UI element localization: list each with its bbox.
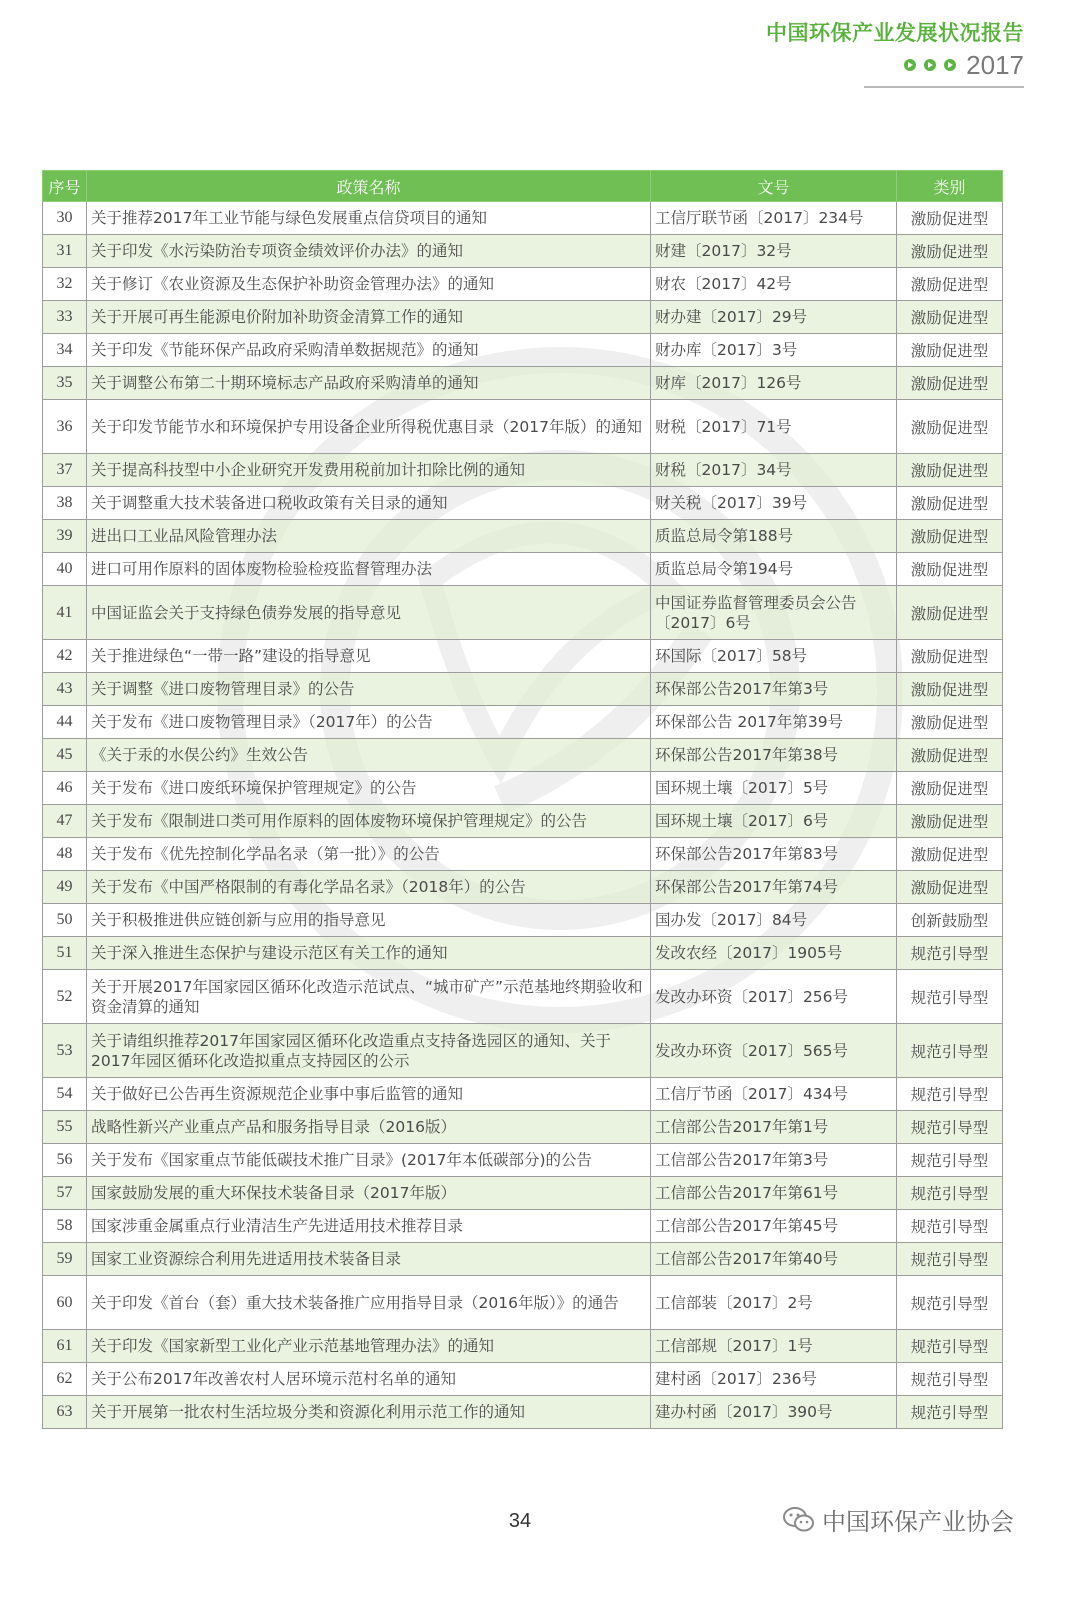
policy-type: 激励促进型 bbox=[897, 739, 1003, 772]
policy-type: 规范引导型 bbox=[897, 1363, 1003, 1396]
policy-name: 国家鼓励发展的重大环保技术装备目录（2017年版） bbox=[87, 1177, 651, 1210]
document-number: 环保部公告2017年第38号 bbox=[651, 739, 897, 772]
policy-type: 激励促进型 bbox=[897, 235, 1003, 268]
row-number: 47 bbox=[43, 805, 87, 838]
report-year-row bbox=[664, 50, 1024, 80]
document-number: 建村函〔2017〕236号 bbox=[651, 1363, 897, 1396]
policy-name: 关于发布《进口废物管理目录》（2017年）的公告 bbox=[87, 706, 651, 739]
row-number: 38 bbox=[43, 487, 87, 520]
column-header-name: 政策名称 bbox=[87, 171, 651, 202]
policy-type: 规范引导型 bbox=[897, 1210, 1003, 1243]
policy-name: 关于深入推进生态保护与建设示范区有关工作的通知 bbox=[87, 937, 651, 970]
row-number: 36 bbox=[43, 400, 87, 454]
policy-type: 激励促进型 bbox=[897, 367, 1003, 400]
document-number: 工信部公告2017年第61号 bbox=[651, 1177, 897, 1210]
policy-type: 激励促进型 bbox=[897, 301, 1003, 334]
policy-type: 激励促进型 bbox=[897, 586, 1003, 640]
table-row bbox=[43, 1024, 1003, 1078]
row-number: 46 bbox=[43, 772, 87, 805]
row-number: 54 bbox=[43, 1078, 87, 1111]
row-number: 59 bbox=[43, 1243, 87, 1276]
document-number: 工信部装〔2017〕2号 bbox=[651, 1276, 897, 1330]
table-row bbox=[43, 301, 1003, 334]
policy-name: 关于提高科技型中小企业研究开发费用税前加计扣除比例的通知 bbox=[87, 454, 651, 487]
policy-name: 关于推进绿色“一带一路”建设的指导意见 bbox=[87, 640, 651, 673]
report-header bbox=[664, 18, 1024, 88]
policy-name: 《关于汞的水俣公约》生效公告 bbox=[87, 739, 651, 772]
document-number: 工信厅联节函〔2017〕234号 bbox=[651, 202, 897, 235]
row-number: 56 bbox=[43, 1144, 87, 1177]
policy-name: 中国证监会关于支持绿色债券发展的指导意见 bbox=[87, 586, 651, 640]
document-number: 建办村函〔2017〕390号 bbox=[651, 1396, 897, 1429]
policy-name: 关于调整公布第二十期环境标志产品政府采购清单的通知 bbox=[87, 367, 651, 400]
column-header-doc: 文号 bbox=[651, 171, 897, 202]
policy-name: 关于开展可再生能源电价附加补助资金清算工作的通知 bbox=[87, 301, 651, 334]
document-number: 工信部公告2017年第45号 bbox=[651, 1210, 897, 1243]
table-row bbox=[43, 268, 1003, 301]
policy-name: 国家涉重金属重点行业清洁生产先进适用技术推荐目录 bbox=[87, 1210, 651, 1243]
row-number: 60 bbox=[43, 1276, 87, 1330]
document-number: 财税〔2017〕71号 bbox=[651, 400, 897, 454]
table-row bbox=[43, 334, 1003, 367]
policy-name: 关于发布《优先控制化学品名录（第一批）》的公告 bbox=[87, 838, 651, 871]
policy-type: 规范引导型 bbox=[897, 1177, 1003, 1210]
document-number: 工信部公告2017年第3号 bbox=[651, 1144, 897, 1177]
document-number: 工信厅节函〔2017〕434号 bbox=[651, 1078, 897, 1111]
policy-name: 关于印发《国家新型工业化产业示范基地管理办法》的通知 bbox=[87, 1330, 651, 1363]
document-number: 中国证券监督管理委员会公告〔2017〕6号 bbox=[651, 586, 897, 640]
table-row bbox=[43, 739, 1003, 772]
header-divider bbox=[864, 86, 1024, 88]
document-number: 工信部规〔2017〕1号 bbox=[651, 1330, 897, 1363]
document-number: 工信部公告2017年第1号 bbox=[651, 1111, 897, 1144]
policy-name: 关于做好已公告再生资源规范企业事中事后监管的通知 bbox=[87, 1078, 651, 1111]
page-number: 34 bbox=[508, 1510, 532, 1532]
table-row bbox=[43, 454, 1003, 487]
arrow-dot-icon bbox=[924, 59, 936, 71]
table-row bbox=[43, 553, 1003, 586]
policy-type: 规范引导型 bbox=[897, 1024, 1003, 1078]
policy-name: 关于发布《进口废纸环境保护管理规定》的公告 bbox=[87, 772, 651, 805]
row-number: 31 bbox=[43, 235, 87, 268]
row-number: 52 bbox=[43, 970, 87, 1024]
report-title: 中国环保产业发展状况报告 bbox=[766, 21, 1024, 45]
policy-type: 激励促进型 bbox=[897, 673, 1003, 706]
row-number: 53 bbox=[43, 1024, 87, 1078]
document-number: 环国际〔2017〕58号 bbox=[651, 640, 897, 673]
table-row bbox=[43, 400, 1003, 454]
table-row bbox=[43, 586, 1003, 640]
policy-type: 激励促进型 bbox=[897, 202, 1003, 235]
policy-type: 规范引导型 bbox=[897, 1243, 1003, 1276]
table-row bbox=[43, 640, 1003, 673]
row-number: 61 bbox=[43, 1330, 87, 1363]
table-row bbox=[43, 487, 1003, 520]
table-row bbox=[43, 1210, 1003, 1243]
table-row bbox=[43, 706, 1003, 739]
row-number: 51 bbox=[43, 937, 87, 970]
policy-name: 关于开展2017年国家园区循环化改造示范试点、“城市矿产”示范基地终期验收和资金清算的通知 bbox=[87, 970, 651, 1024]
policy-name: 关于印发《首台（套）重大技术装备推广应用指导目录（2016年版）》的通告 bbox=[87, 1276, 651, 1330]
row-number: 35 bbox=[43, 367, 87, 400]
column-header-type: 类别 bbox=[897, 171, 1003, 202]
row-number: 50 bbox=[43, 904, 87, 937]
table-row bbox=[43, 1111, 1003, 1144]
row-number: 32 bbox=[43, 268, 87, 301]
document-number: 财库〔2017〕126号 bbox=[651, 367, 897, 400]
table-row bbox=[43, 367, 1003, 400]
row-number: 40 bbox=[43, 553, 87, 586]
table-row bbox=[43, 805, 1003, 838]
row-number: 49 bbox=[43, 871, 87, 904]
policy-name: 战略性新兴产业重点产品和服务指导目录（2016版） bbox=[87, 1111, 651, 1144]
policy-name: 进出口工业品风险管理办法 bbox=[87, 520, 651, 553]
policy-name: 关于印发《节能环保产品政府采购清单数据规范》的通知 bbox=[87, 334, 651, 367]
table-row bbox=[43, 772, 1003, 805]
document-number: 财办建〔2017〕29号 bbox=[651, 301, 897, 334]
policy-type: 激励促进型 bbox=[897, 871, 1003, 904]
table-row bbox=[43, 838, 1003, 871]
report-year: 2017 bbox=[966, 50, 1024, 80]
policy-type: 激励促进型 bbox=[897, 838, 1003, 871]
policy-name: 关于请组织推荐2017年国家园区循环化改造重点支持备选园区的通知、关于2017年园区循环化改造拟重点支持园区的公示 bbox=[87, 1024, 651, 1078]
policy-type: 激励促进型 bbox=[897, 454, 1003, 487]
document-number: 财税〔2017〕34号 bbox=[651, 454, 897, 487]
policy-type: 激励促进型 bbox=[897, 553, 1003, 586]
policy-type: 规范引导型 bbox=[897, 1330, 1003, 1363]
document-number: 财办库〔2017〕3号 bbox=[651, 334, 897, 367]
document-number: 发改办环资〔2017〕256号 bbox=[651, 970, 897, 1024]
table-row bbox=[43, 1177, 1003, 1210]
nav-dots bbox=[904, 59, 956, 71]
policy-name: 关于公布2017年改善农村人居环境示范村名单的通知 bbox=[87, 1363, 651, 1396]
row-number: 62 bbox=[43, 1363, 87, 1396]
document-number: 环保部公告2017年第74号 bbox=[651, 871, 897, 904]
policy-type: 规范引导型 bbox=[897, 970, 1003, 1024]
document-number: 工信部公告2017年第40号 bbox=[651, 1243, 897, 1276]
column-header-no: 序号 bbox=[43, 171, 87, 202]
document-number: 财建〔2017〕32号 bbox=[651, 235, 897, 268]
table-row bbox=[43, 202, 1003, 235]
policy-name: 进口可用作原料的固体废物检验检疫监督管理办法 bbox=[87, 553, 651, 586]
policy-type: 创新鼓励型 bbox=[897, 904, 1003, 937]
policy-name: 关于积极推进供应链创新与应用的指导意见 bbox=[87, 904, 651, 937]
policy-type: 激励促进型 bbox=[897, 268, 1003, 301]
table-row bbox=[43, 1396, 1003, 1429]
row-number: 57 bbox=[43, 1177, 87, 1210]
document-number: 国环规土壤〔2017〕5号 bbox=[651, 772, 897, 805]
arrow-dot-icon bbox=[904, 59, 916, 71]
row-number: 33 bbox=[43, 301, 87, 334]
policy-type: 激励促进型 bbox=[897, 640, 1003, 673]
table-row bbox=[43, 235, 1003, 268]
policy-type: 激励促进型 bbox=[897, 805, 1003, 838]
policy-type: 激励促进型 bbox=[897, 706, 1003, 739]
policy-name: 关于调整《进口废物管理目录》的公告 bbox=[87, 673, 651, 706]
row-number: 48 bbox=[43, 838, 87, 871]
policy-type: 规范引导型 bbox=[897, 1111, 1003, 1144]
document-number: 质监总局令第194号 bbox=[651, 553, 897, 586]
table-row bbox=[43, 1276, 1003, 1330]
row-number: 30 bbox=[43, 202, 87, 235]
row-number: 34 bbox=[43, 334, 87, 367]
table-row bbox=[43, 520, 1003, 553]
wechat-icon bbox=[782, 1506, 816, 1534]
row-number: 41 bbox=[43, 586, 87, 640]
document-number: 财农〔2017〕42号 bbox=[651, 268, 897, 301]
row-number: 39 bbox=[43, 520, 87, 553]
policy-name: 关于发布《国家重点节能低碳技术推广目录》(2017年本低碳部分)的公告 bbox=[87, 1144, 651, 1177]
table-header-row bbox=[43, 171, 1003, 202]
policy-type: 规范引导型 bbox=[897, 1144, 1003, 1177]
table-row bbox=[43, 1243, 1003, 1276]
policy-type: 激励促进型 bbox=[897, 520, 1003, 553]
wechat-credit bbox=[782, 1502, 1014, 1537]
policy-type: 规范引导型 bbox=[897, 937, 1003, 970]
document-number: 国办发〔2017〕84号 bbox=[651, 904, 897, 937]
wechat-account-name: 中国环保产业协会 bbox=[822, 1508, 1014, 1536]
table-row bbox=[43, 937, 1003, 970]
policy-name: 关于发布《限制进口类可用作原料的固体废物环境保护管理规定》的公告 bbox=[87, 805, 651, 838]
row-number: 43 bbox=[43, 673, 87, 706]
document-number: 发改办环资〔2017〕565号 bbox=[651, 1024, 897, 1078]
document-number: 国环规土壤〔2017〕6号 bbox=[651, 805, 897, 838]
table-row bbox=[43, 673, 1003, 706]
policy-name: 关于修订《农业资源及生态保护补助资金管理办法》的通知 bbox=[87, 268, 651, 301]
document-number: 环保部公告 2017年第39号 bbox=[651, 706, 897, 739]
policy-table bbox=[42, 170, 1003, 1429]
arrow-dot-icon bbox=[944, 59, 956, 71]
policy-name: 关于调整重大技术装备进口税收政策有关目录的通知 bbox=[87, 487, 651, 520]
policy-type: 激励促进型 bbox=[897, 772, 1003, 805]
row-number: 55 bbox=[43, 1111, 87, 1144]
policy-name: 国家工业资源综合利用先进适用技术装备目录 bbox=[87, 1243, 651, 1276]
document-number: 环保部公告2017年第3号 bbox=[651, 673, 897, 706]
policy-type: 规范引导型 bbox=[897, 1396, 1003, 1429]
table-row bbox=[43, 1330, 1003, 1363]
row-number: 45 bbox=[43, 739, 87, 772]
policy-name: 关于印发《水污染防治专项资金绩效评价办法》的通知 bbox=[87, 235, 651, 268]
table-body bbox=[43, 202, 1003, 1429]
table-row bbox=[43, 1363, 1003, 1396]
table-row bbox=[43, 871, 1003, 904]
policy-name: 关于推荐2017年工业节能与绿色发展重点信贷项目的通知 bbox=[87, 202, 651, 235]
document-number: 质监总局令第188号 bbox=[651, 520, 897, 553]
document-number: 环保部公告2017年第83号 bbox=[651, 838, 897, 871]
policy-type: 激励促进型 bbox=[897, 400, 1003, 454]
table-row bbox=[43, 1144, 1003, 1177]
policy-name: 关于开展第一批农村生活垃圾分类和资源化利用示范工作的通知 bbox=[87, 1396, 651, 1429]
row-number: 42 bbox=[43, 640, 87, 673]
table-row bbox=[43, 1078, 1003, 1111]
policy-name: 关于印发节能节水和环境保护专用设备企业所得税优惠目录（2017年版）的通知 bbox=[87, 400, 651, 454]
row-number: 63 bbox=[43, 1396, 87, 1429]
table-row bbox=[43, 970, 1003, 1024]
row-number: 37 bbox=[43, 454, 87, 487]
document-number: 发改农经〔2017〕1905号 bbox=[651, 937, 897, 970]
policy-type: 激励促进型 bbox=[897, 487, 1003, 520]
policy-type: 激励促进型 bbox=[897, 334, 1003, 367]
policy-type: 规范引导型 bbox=[897, 1078, 1003, 1111]
document-number: 财关税〔2017〕39号 bbox=[651, 487, 897, 520]
row-number: 44 bbox=[43, 706, 87, 739]
table-row bbox=[43, 904, 1003, 937]
policy-name: 关于发布《中国严格限制的有毒化学品名录》（2018年）的公告 bbox=[87, 871, 651, 904]
policy-type: 规范引导型 bbox=[897, 1276, 1003, 1330]
row-number: 58 bbox=[43, 1210, 87, 1243]
